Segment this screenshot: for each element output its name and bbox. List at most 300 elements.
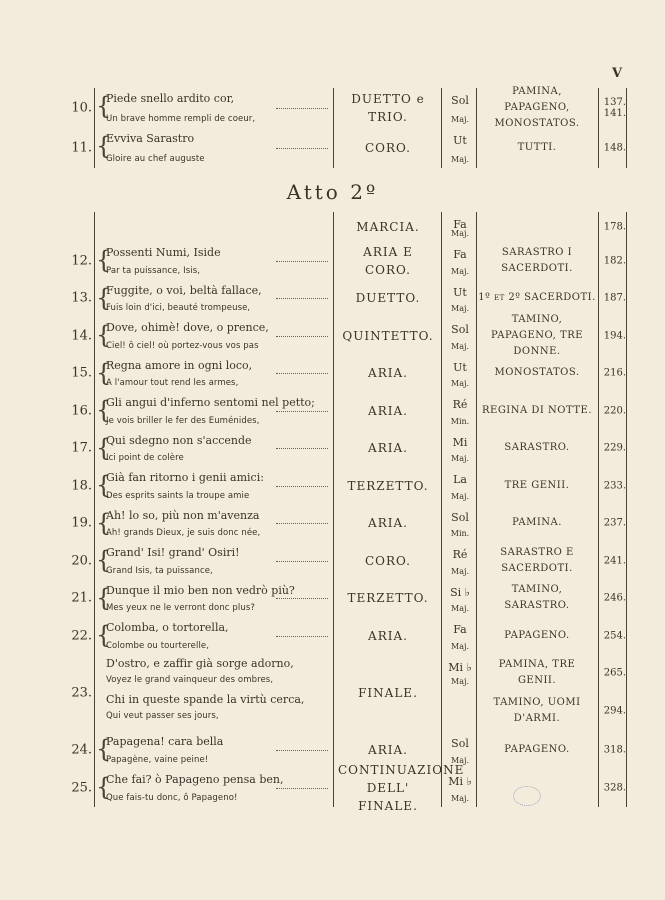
key-mode: Maj. <box>451 676 469 686</box>
act-title: Atto 2º <box>286 180 379 204</box>
column-rule <box>333 467 334 505</box>
dot-leader <box>276 598 328 599</box>
key-name: Sol <box>451 736 469 750</box>
column-rule <box>94 580 95 618</box>
dot-leader <box>276 561 328 562</box>
column-rule <box>333 769 334 807</box>
key-mode: Maj. <box>451 115 469 124</box>
characters: TAMINO, PAPAGENO, TRE DONNE. <box>490 313 584 357</box>
key-name: Si ♭ <box>450 585 470 599</box>
french-incipit: Qui veut passer ses jours, <box>106 710 219 721</box>
column-rule <box>333 242 334 280</box>
piece-type: ARIA. <box>368 403 408 418</box>
key-name: Ut <box>453 285 467 299</box>
column-rule <box>476 467 477 505</box>
piece-type: DUETTO e TRIO. <box>351 92 425 124</box>
key-mode: Maj. <box>451 793 469 803</box>
column-rule <box>333 617 334 655</box>
key-mode: Maj. <box>451 341 469 351</box>
key-name: Fa <box>453 218 467 231</box>
column-rule <box>441 280 442 318</box>
key-mode: Min. <box>450 529 470 538</box>
column-rule <box>476 580 477 618</box>
column-rule <box>476 280 477 318</box>
column-rule <box>94 617 95 655</box>
column-rule <box>626 467 627 505</box>
incipit <box>96 467 331 505</box>
column-rule <box>626 617 627 655</box>
dot-leader <box>276 788 328 789</box>
column-rule <box>476 128 477 168</box>
key-name: Fa <box>453 248 467 261</box>
page-number: V <box>612 66 623 81</box>
page-ref: 246. <box>603 592 626 604</box>
piece-type: ARIA E CORO. <box>363 244 413 277</box>
key-mode: Maj. <box>451 155 469 164</box>
contents-row <box>0 580 665 618</box>
column-rule <box>333 731 334 769</box>
column-rule <box>476 505 477 543</box>
number-label: 21. <box>71 590 92 606</box>
column-rule <box>626 655 627 731</box>
contents-row <box>0 88 665 128</box>
column-rule <box>94 769 95 807</box>
column-rule <box>333 430 334 468</box>
french-incipit: Un brave homme rempli de coeur, <box>106 114 256 124</box>
column-rule <box>441 580 442 618</box>
page-ref: 318. <box>603 744 626 755</box>
key-mode: Maj. <box>451 755 469 765</box>
brace-glyph: { <box>96 321 112 349</box>
dot-leader <box>276 261 328 262</box>
number-label: 23. <box>71 685 92 700</box>
piece-type: ARIA. <box>368 628 408 643</box>
column-rule <box>441 317 442 355</box>
italian-incipit: Regna amore in ogni loco, <box>106 358 253 372</box>
contents-row <box>0 242 665 280</box>
column-rule <box>626 542 627 580</box>
dot-leader <box>276 448 328 449</box>
column-rule <box>94 392 95 430</box>
column-rule <box>626 505 627 543</box>
key-mode: Maj. <box>451 491 469 501</box>
dot-leader <box>276 411 328 412</box>
dot-leader <box>276 486 328 487</box>
column-rule <box>626 128 627 168</box>
french-incipit: Mes yeux ne le verront donc plus? <box>106 603 255 613</box>
characters: 1º et 2º SACERDOTI. <box>478 292 596 304</box>
column-rule <box>333 655 334 731</box>
french-incipit: Grand Isis, ta puissance, <box>106 565 213 576</box>
column-rule <box>626 242 627 280</box>
column-rule <box>94 731 95 769</box>
column-rule <box>626 392 627 430</box>
french-incipit: Que fais-tu donc, ô Papageno! <box>106 792 238 803</box>
column-rule <box>333 128 334 168</box>
column-rule <box>94 542 95 580</box>
characters: TUTTI. <box>517 142 557 153</box>
contents-row <box>0 355 665 393</box>
column-rule <box>476 355 477 393</box>
key-name: Ré <box>452 398 468 411</box>
key-signature <box>445 392 475 430</box>
piece-type: ARIA. <box>368 516 408 531</box>
italian-incipit: Qui sdegno non s'accende <box>106 433 252 447</box>
french-incipit: A l'amour tout rend les armes, <box>106 378 239 388</box>
brace-glyph: { <box>96 92 112 120</box>
library-stamp <box>513 786 541 806</box>
french-incipit: Des esprits saints la troupe amie <box>106 490 250 501</box>
brace-glyph: { <box>96 132 112 160</box>
number-label: 22. <box>71 628 92 644</box>
number-label: 11. <box>71 140 92 156</box>
incipit <box>96 655 331 731</box>
column-rule <box>441 212 442 242</box>
key-mode: Maj. <box>451 229 469 238</box>
characters: PAPAGENO. <box>504 629 570 641</box>
characters: TRE GENII. <box>504 479 570 491</box>
number-label: 18. <box>71 478 92 494</box>
piece-type: ARIA. <box>368 441 408 456</box>
column-rule <box>333 580 334 618</box>
number-label: 19. <box>71 515 92 531</box>
column-rule <box>626 212 627 242</box>
column-rule <box>476 430 477 468</box>
page-ref: 137. 141. <box>603 97 626 119</box>
key-mode: Maj. <box>451 454 469 463</box>
key-mode: Maj. <box>451 604 469 613</box>
brace-glyph: { <box>96 433 112 462</box>
page-ref: 265. <box>603 667 626 678</box>
number-label: 17. <box>71 440 92 456</box>
piece-type: DUETTO. <box>355 291 421 306</box>
contents-row <box>0 762 665 813</box>
incipit <box>96 769 331 807</box>
number-label: 10. <box>71 100 92 116</box>
column-rule <box>94 317 95 355</box>
page-ref: 294. <box>603 705 626 716</box>
brace-glyph: { <box>96 358 112 387</box>
incipit <box>96 392 331 430</box>
characters: TAMINO, SARASTRO. <box>504 584 570 612</box>
page-ref: 220. <box>603 405 626 417</box>
italian-incipit: Papagena! cara bella <box>106 734 224 748</box>
french-incipit: Gloire au chef auguste <box>106 154 205 164</box>
column-rule <box>441 355 442 393</box>
italian-incipit: Ah! lo so, più non m'avenza <box>106 508 260 522</box>
italian-incipit: Chi in queste spande la virtù cerca, <box>106 692 305 706</box>
piece-type: CORO. <box>364 553 411 568</box>
key-name: Fa <box>453 623 467 636</box>
number-label: 12. <box>71 253 92 269</box>
dot-leader <box>276 336 328 337</box>
dot-leader <box>276 523 328 524</box>
italian-incipit: Dove, ohimè! dove, o prence, <box>106 321 269 334</box>
key-name: La <box>453 473 467 486</box>
column-rule <box>441 505 442 543</box>
key-mode: Maj. <box>451 641 469 651</box>
column-rule <box>94 655 95 731</box>
column-rule <box>94 128 95 168</box>
piece-type: ARIA. <box>368 742 408 757</box>
italian-incipit: Piede snello ardito cor, <box>106 92 235 105</box>
piece-type: ARIA. <box>368 366 408 381</box>
characters: MONOSTATOS. <box>494 367 580 379</box>
column-rule <box>626 769 627 807</box>
key-signature <box>445 467 475 505</box>
key-name: Mi ♭ <box>448 774 472 788</box>
incipit <box>96 580 331 618</box>
column-rule <box>441 655 442 731</box>
number-label: 25. <box>71 780 92 795</box>
characters: TAMINO, UOMI D'ARMI. <box>493 696 581 724</box>
brace-glyph: { <box>96 508 112 537</box>
page-ref: 241. <box>603 555 626 567</box>
characters: PAMINA, PAPAGENO, MONOSTATOS. <box>494 86 580 129</box>
french-incipit: Voyez le grand vainqueur des ombres, <box>106 674 274 685</box>
incipit <box>96 355 331 393</box>
incipit <box>96 731 331 769</box>
key-signature <box>445 655 475 731</box>
page-ref: 148. <box>603 142 626 154</box>
column-rule <box>441 128 442 168</box>
incipit <box>96 505 331 543</box>
dot-leader <box>276 108 328 109</box>
number-label: 14. <box>71 328 92 344</box>
incipit <box>96 617 331 655</box>
column-rule <box>476 88 477 128</box>
column-rule <box>333 317 334 355</box>
page-ref: 237. <box>603 517 626 529</box>
characters: SARASTRO. <box>504 442 570 454</box>
key-signature <box>445 580 475 618</box>
incipit <box>96 212 331 242</box>
column-rule <box>626 430 627 468</box>
key-signature <box>445 212 475 242</box>
french-incipit: Ciel! ô ciel! où portez-vous vos pas <box>106 340 259 351</box>
french-incipit: Ici point de colère <box>106 453 184 463</box>
column-rule <box>441 430 442 468</box>
dot-leader <box>276 148 328 149</box>
column-rule <box>333 542 334 580</box>
key-signature <box>445 617 475 655</box>
piece-type: TERZETTO. <box>347 478 429 493</box>
incipit <box>96 317 331 355</box>
page-ref: 254. <box>603 630 626 642</box>
dot-leader <box>276 298 328 299</box>
brace-glyph: { <box>96 772 112 801</box>
column-rule <box>94 467 95 505</box>
key-signature <box>445 542 475 580</box>
characters: PAMINA, TRE GENII. <box>498 658 576 686</box>
number-label: 13. <box>71 290 92 306</box>
french-incipit: Papagène, vaine peine! <box>106 754 209 765</box>
dot-leader <box>276 750 328 751</box>
italian-incipit: Grand' Isi! grand' Osiri! <box>106 546 240 559</box>
page-ref: 233. <box>603 480 626 492</box>
column-rule <box>333 355 334 393</box>
key-name: Sol <box>451 94 469 107</box>
column-rule <box>333 280 334 318</box>
column-rule <box>441 392 442 430</box>
key-signature <box>445 430 475 468</box>
key-signature <box>445 355 475 393</box>
column-rule <box>626 355 627 393</box>
contents-row-finale <box>0 655 665 731</box>
column-rule <box>476 392 477 430</box>
column-rule <box>626 580 627 618</box>
column-rule <box>333 88 334 128</box>
piece-type: QUINTETTO. <box>342 328 434 343</box>
italian-incipit: Dunque il mio ben non vedrò più? <box>106 583 295 597</box>
page-ref: 182. <box>603 255 626 267</box>
piece-type: MARCIA. <box>356 220 420 234</box>
characters: REGINA DI NOTTE. <box>481 404 593 416</box>
contents-row <box>0 542 665 580</box>
page-ref: 229. <box>603 442 626 454</box>
column-rule <box>476 212 477 242</box>
page-ref: 216. <box>603 367 626 379</box>
characters: SARASTRO I SACERDOTI. <box>501 246 573 274</box>
key-signature <box>445 242 475 280</box>
contents-row <box>0 731 665 769</box>
key-mode: Maj. <box>451 304 469 313</box>
characters: SARASTRO E SACERDOTI. <box>500 546 574 574</box>
column-rule <box>476 617 477 655</box>
brace-glyph: { <box>96 734 112 763</box>
page-ref: 178. <box>603 221 626 233</box>
dot-leader <box>276 636 328 637</box>
key-name: Sol <box>451 323 469 336</box>
italian-incipit: Evviva Sarastro <box>106 132 195 145</box>
key-mode: Maj. <box>451 379 469 388</box>
page-ref: 328. <box>603 782 626 793</box>
incipit <box>96 542 331 580</box>
column-rule <box>476 655 477 731</box>
incipit <box>96 128 331 168</box>
key-name: Ut <box>453 134 467 147</box>
italian-incipit: Possenti Numi, Iside <box>106 246 221 259</box>
column-rule <box>94 242 95 280</box>
column-rule <box>94 212 95 242</box>
french-incipit: Je vois briller le fer des Euménides, <box>106 415 260 426</box>
column-rule <box>441 542 442 580</box>
brace-glyph: { <box>96 621 112 649</box>
number-label: 24. <box>71 742 92 757</box>
incipit <box>96 88 331 128</box>
piece-type: CONTINUAZIONE DELL' FINALE. <box>338 762 465 813</box>
contents-row <box>0 212 665 242</box>
key-signature <box>445 505 475 543</box>
column-rule <box>441 242 442 280</box>
column-rule <box>476 317 477 355</box>
key-signature <box>445 88 475 128</box>
column-rule <box>441 467 442 505</box>
column-rule <box>333 392 334 430</box>
key-signature <box>445 317 475 355</box>
column-rule <box>333 212 334 242</box>
brace-glyph: { <box>96 283 112 312</box>
incipit <box>96 280 331 318</box>
italian-incipit: Colomba, o tortorella, <box>106 621 229 634</box>
french-incipit: Ah! grands Dieux, je suis donc née, <box>106 528 261 538</box>
key-signature <box>445 769 475 807</box>
column-rule <box>441 617 442 655</box>
contents-row <box>0 505 665 543</box>
brace-glyph: { <box>96 583 112 612</box>
column-rule <box>333 505 334 543</box>
column-rule <box>94 430 95 468</box>
french-incipit: Fuis loin d'ici, beauté trompeuse, <box>106 303 251 313</box>
column-rule <box>626 317 627 355</box>
key-mode: Maj. <box>451 566 469 576</box>
key-signature <box>445 128 475 168</box>
italian-incipit: Già fan ritorno i genii amici: <box>106 471 264 484</box>
contents-row <box>0 430 665 468</box>
number-label: 16. <box>71 403 92 419</box>
italian-incipit: Fuggite, o voi, beltà fallace, <box>106 283 262 297</box>
key-mode: Min. <box>450 416 470 426</box>
brace-glyph: { <box>96 471 112 499</box>
key-mode: Maj. <box>451 266 469 276</box>
italian-incipit: Che fai? ò Papageno pensa ben, <box>106 772 284 786</box>
column-rule <box>94 505 95 543</box>
brace-glyph: { <box>96 546 112 574</box>
piece-type: CORO. <box>364 141 411 155</box>
contents-row <box>0 313 665 357</box>
column-rule <box>476 769 477 807</box>
number-label: 20. <box>71 553 92 569</box>
piece-type: TERZETTO. <box>347 591 429 606</box>
brace-glyph: { <box>96 246 112 274</box>
column-rule <box>626 731 627 769</box>
page-ref: 194. <box>603 330 626 342</box>
key-name: Mi ♭ <box>448 660 472 674</box>
characters: PAPAGENO. <box>504 743 570 755</box>
french-incipit: Par ta puissance, Isis, <box>106 265 201 276</box>
piece-type: FINALE. <box>358 685 418 700</box>
italian-incipit: Gli angui d'inferno sentomi nel petto; <box>106 396 315 409</box>
column-rule <box>598 655 599 731</box>
column-rule <box>626 280 627 318</box>
contents-row <box>0 617 665 655</box>
column-rule <box>476 242 477 280</box>
contents-row <box>0 467 665 505</box>
page-ref: 187. <box>603 292 626 304</box>
column-rule <box>94 88 95 128</box>
dot-leader <box>276 373 328 374</box>
key-name: Mi <box>452 435 468 449</box>
incipit <box>96 242 331 280</box>
italian-incipit: D'ostro, e zaffir già sorge adorno, <box>106 656 294 670</box>
column-rule <box>94 280 95 318</box>
brace-glyph: { <box>96 396 112 424</box>
column-rule <box>476 731 477 769</box>
contents-row <box>0 128 665 168</box>
incipit <box>96 430 331 468</box>
key-name: Sol <box>451 510 469 524</box>
characters: PAMINA. <box>512 517 562 529</box>
column-rule <box>441 88 442 128</box>
number-label: 15. <box>71 365 92 381</box>
french-incipit: Colombe ou tourterelle, <box>106 640 210 651</box>
column-rule <box>626 88 627 128</box>
key-name: Ré <box>452 548 468 561</box>
contents-row <box>0 392 665 430</box>
key-name: Ut <box>453 360 467 374</box>
column-rule <box>476 542 477 580</box>
column-rule <box>94 355 95 393</box>
